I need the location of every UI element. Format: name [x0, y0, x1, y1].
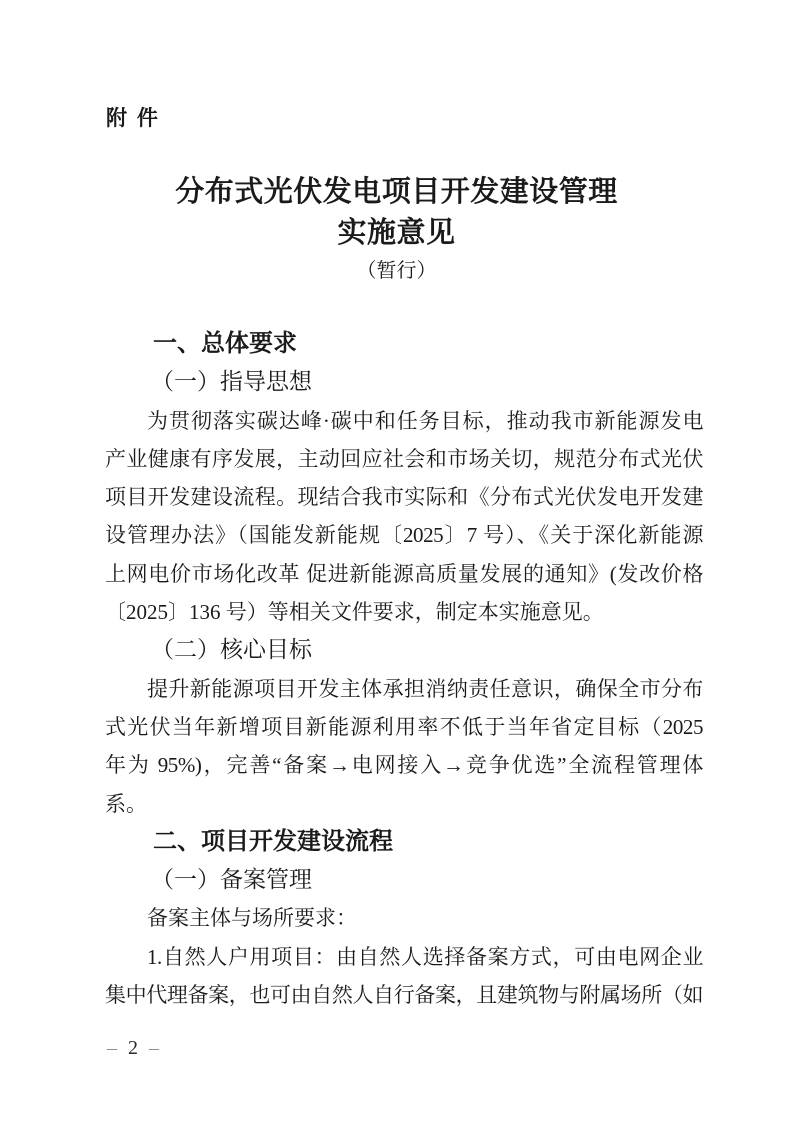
text-line: 1.自然人户用项目：由自然人选择备案方式，可由电网企业: [147, 944, 703, 969]
text-line: 系。: [105, 791, 147, 816]
text-line: 备案主体与场所要求：: [147, 906, 357, 931]
document-body: [105, 325, 703, 1014]
text-line: 设管理办法》（国能发新能规〔2025〕7 号）、《关于深化新能源: [105, 523, 703, 548]
text-line: 式光伏当年新增项目新能源利用率不低于当年省定目标（2025: [105, 714, 703, 739]
text-line: 二、项目开发建设流程: [153, 827, 393, 855]
document-title: [0, 172, 793, 254]
text-line: 提升新能源项目开发主体承担消纳责任意识，确保全市分布: [147, 676, 703, 701]
text-line: 项目开发建设流程。现结合我市实际和《分布式光伏发电开发建: [105, 485, 703, 510]
page-number: [103, 1036, 164, 1060]
page-number-dash-left: –: [107, 1037, 118, 1059]
text-line: （一）备案管理: [151, 867, 312, 893]
page-number-dash-right: –: [149, 1037, 160, 1059]
text-line: 为贯彻落实碳达峰·碳中和任务目标，推动我市新能源发电: [147, 408, 703, 433]
text-line: 产业健康有序发展，主动回应社会和市场关切，规范分布式光伏: [105, 446, 703, 471]
text-line: （二）核心目标: [151, 637, 312, 663]
text-line: 一、总体要求: [153, 330, 297, 357]
text-line: 年为 95%)，完善“备案→电网接入→竞争优选”全流程管理体: [105, 753, 703, 778]
document-title-line1: 分布式光伏发电项目开发建设管理: [175, 176, 618, 208]
page-number-value: 2: [128, 1037, 139, 1059]
text-line: 集中代理备案，也可由自然人自行备案，且建筑物与附属场所（如: [105, 983, 703, 1008]
text-line: 上网电价市场化改革 促进新能源高质量发展的通知》(发改价格: [105, 561, 703, 586]
text-line: 〔2025〕136 号）等相关文件要求，制定本实施意见。: [105, 600, 604, 625]
document-title-line2: 实施意见: [337, 217, 456, 249]
text-line: （一）指导思想: [151, 369, 312, 395]
document-subtitle: （暂行）: [356, 260, 437, 282]
attachment-label: 附 件: [106, 107, 160, 130]
